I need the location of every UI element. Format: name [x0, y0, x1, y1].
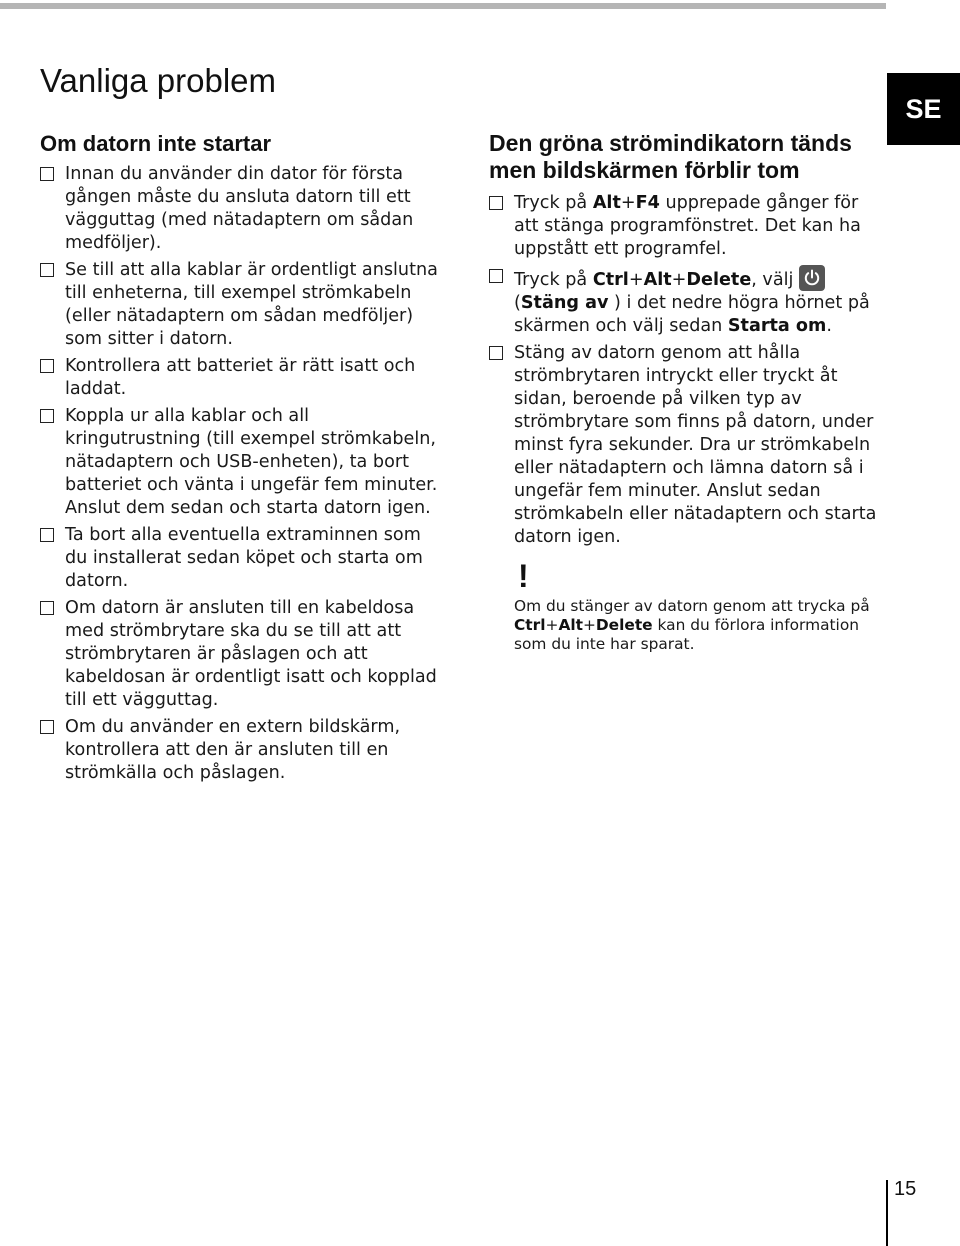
- list-item: [40, 163, 440, 255]
- key-ctrl: Ctrl: [592, 270, 629, 290]
- text-run: upprepade gånger för att stänga programfönstret. Det kan ha uppstått ett programfel.: [514, 193, 861, 259]
- page-number-rule: [886, 1180, 888, 1246]
- text-run: .: [826, 316, 832, 336]
- list-item-text: Om datorn är ansluten till en kabeldosa med strömbrytare ska du se till att att strömbrytaren är påslagen och att kabeldosan är ordentligt isatt och kopplad till ett vägguttag.: [65, 598, 437, 710]
- page-title: Vanliga problem: [40, 62, 277, 99]
- list-item-text: Om du använder en extern bildskärm, kontrollera att den är ansluten till en strömkälla och påslagen.: [65, 717, 401, 783]
- list-item-text: Se till att alla kablar är ordentligt anslutna till enheterna, till exempel strömkabeln (eller nätadaptern om sådan medföljer) som sitter i datorn.: [65, 260, 438, 349]
- list-item-text: Kontrollera att batteriet är rätt isatt och laddat.: [65, 356, 416, 399]
- list-item-text: Ta bort alla eventuella extraminnen som du installerat sedan köpet och starta om datorn.: [65, 525, 423, 591]
- list-item: [489, 192, 884, 261]
- list-item: [40, 259, 440, 351]
- list-item: [489, 265, 884, 338]
- key-plus: +: [671, 270, 687, 290]
- list-item: [40, 405, 440, 520]
- list-item-text: Koppla ur alla kablar och all kringutrustning (till exempel strömkabeln, nätadaptern och USB-enheten), ta bort batteriet och vänta i ungefär fem minuter. Anslut dem sedan och starta datorn igen.: [65, 406, 438, 518]
- list-item: [40, 524, 440, 593]
- checklist-not-starting: [40, 163, 440, 785]
- right-column: [489, 130, 884, 654]
- language-tab-label: SE: [905, 93, 942, 124]
- checkbox-icon: [40, 528, 54, 542]
- note: [489, 559, 884, 654]
- key-alt: Alt: [558, 616, 583, 634]
- key-delete: Delete: [686, 270, 752, 290]
- page-number: 15: [894, 1178, 917, 1200]
- left-column: [40, 130, 440, 789]
- checkbox-icon: [489, 269, 503, 283]
- list-item: [40, 597, 440, 712]
- checkbox-icon: [40, 263, 54, 277]
- checkbox-icon: [40, 720, 54, 734]
- checkbox-icon: [40, 409, 54, 423]
- key-plus: +: [628, 270, 644, 290]
- warning-icon: !: [518, 558, 529, 594]
- key-plus: +: [545, 616, 559, 634]
- checkbox-icon: [40, 601, 54, 615]
- text-run: , välj: [751, 270, 794, 290]
- key-alt: Alt: [643, 270, 672, 290]
- text-run: Tryck på: [514, 193, 593, 213]
- list-item-text: Innan du använder din dator för första gången måste du ansluta datorn till ett vägguttag (med nätadaptern om sådan medföljer).: [65, 164, 414, 253]
- key-f4: F4: [635, 193, 660, 213]
- list-item: [40, 355, 440, 401]
- key-ctrl: Ctrl: [514, 616, 546, 634]
- checkbox-icon: [489, 346, 503, 360]
- section-heading-blank-screen: Den gröna strömindikatorn tänds men bildskärmen förblir tom: [489, 130, 852, 183]
- list-item: [40, 716, 440, 785]
- text-run: Tryck på: [514, 270, 593, 290]
- text-run: (: [514, 293, 521, 313]
- text-run: kan du förlora information som du inte har sparat.: [514, 616, 859, 653]
- checkbox-icon: [40, 359, 54, 373]
- checkbox-icon: [489, 196, 503, 210]
- note-text: [514, 597, 884, 654]
- text-run: Om du stänger av datorn genom att trycka på: [514, 597, 870, 615]
- power-icon: [799, 265, 825, 291]
- language-tab: [887, 73, 960, 145]
- list-item: [489, 342, 884, 549]
- list-item-text: Stäng av datorn genom att hålla strömbrytaren intryckt eller tryckt åt sidan, beroende på vilken typ av strömbrytare som finns på datorn, under minst fyra sekunder. Dra ur strömkabeln eller nätadaptern och lämna datorn så i ungefär fem minuter. Anslut sedan strömkabeln eller nätadaptern och starta datorn igen.: [514, 343, 877, 547]
- key-plus: +: [582, 616, 596, 634]
- top-rule: [0, 3, 886, 9]
- key-plus: +: [620, 193, 636, 213]
- text-run: ) i det nedre högra hörnet på skärmen och välj sedan: [514, 293, 870, 336]
- checklist-blank-screen: [489, 192, 884, 549]
- label-shut-down: Stäng av: [520, 293, 609, 313]
- label-restart: Starta om: [727, 316, 827, 336]
- checkbox-icon: [40, 167, 54, 181]
- key-alt: Alt: [592, 193, 621, 213]
- key-delete: Delete: [595, 616, 653, 634]
- section-heading-not-starting: Om datorn inte startar: [40, 131, 272, 156]
